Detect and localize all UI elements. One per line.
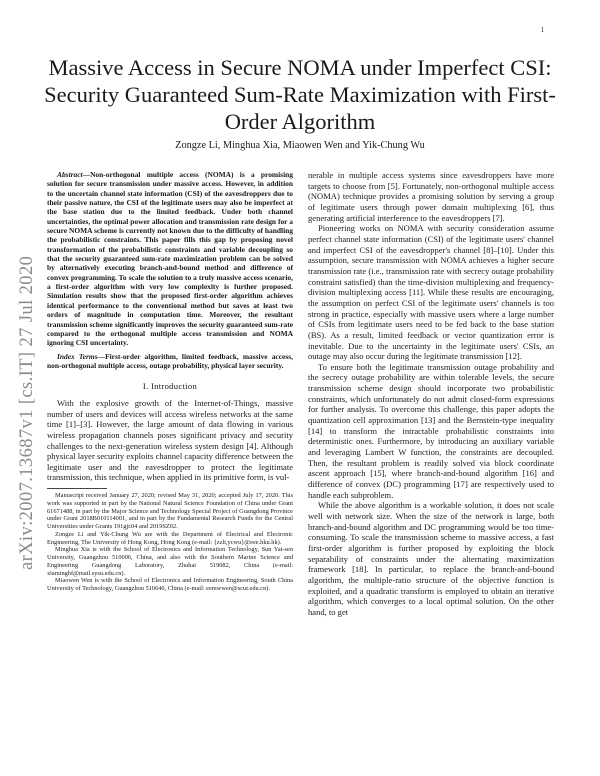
body-paragraph: nerable in multiple access systems since eavesdroppers have more targets to choose from [5]. Fortunately, non-orthogonal multiple access (NOMA) technique provides a promising solution by serving a group of legitimate users through power domain multiplexing [6], thus generating artificial interference to the eavesdroppers [7]. [308, 170, 554, 223]
arxiv-stamp [12, 180, 42, 570]
footnote-manuscript: Manuscript received January 27, 2020; revised May 31, 2020; accepted July 17, 2020. This work was supported in part by the National Natural Science Foundation of China under Grant 61671488, in part by the Major Science and Technology Special Project of Guangdong Province under Grant 2018B010114001, and in part by the Fundamental Research Funds for the Central Universities under Grants 191gjc04 and 2019SZ02. [47, 492, 293, 531]
footnote-divider [47, 488, 107, 489]
index-terms [47, 352, 293, 371]
body-paragraph: To ensure both the legitimate transmission outage probability and the secrecy outage probability are within tolerable levels, the secure transmission scheme design should incorporate two probabilistic constraints, which unfortunately do not admit closed-form expressions for further analysis. To overcome this challenge, this paper adopts the quantization cell approximation [13] and the Bernstein-type inequality [14] to transform the intractable probabilistic constraints into deterministic ones. Furthermore, by introducing an auxiliary variable and leveraging Lambert W function, the constraints are decoupled. Then, the resultant problem is readily solved via block coordinate ascent approach [15], where branch-and-bound algorithm [16] and difference of convex (DC) programming [17] are respectively used to handle each subproblem. [308, 361, 554, 500]
abstract-text: —Non-orthogonal multiple access (NOMA) is a promising solution for secure transmission under massive access. However, in addition to the uncertain channel state information (CSI) of the eavesdroppers due to their passive nature, the CSI of the legitimate users may also be imperfect at the base station due to the limited feedback. Under both channel uncertainties, the optimal power allocation and transmission rate design for a secure NOMA scheme is currently not known due to the difficulty of handling the probabilistic constraints. This paper fills this gap by proposing novel transformation of the probabilistic constraints and variable decoupling so that the security guaranteed sum-rate maximization problem can be solved by alternatively executing branch-and-bound method and difference of convex programming. To scale the solution to a truly massive access scenario, a first-order algorithm with very low complexity is further proposed. Simulation results show that the proposed first-order algorithm achieves identical performance to the conventional method but saves at least two orders of magnitude in computation time. Moreover, the resultant transmission scheme significantly improves the security guaranteed sum-rate compared to the orthogonal multiple access transmission and NOMA ignoring CSI uncertainty. [47, 170, 293, 348]
paper-title: Massive Access in Secure NOMA under Imperfect CSI: Security Guaranteed Sum-Rate Maximization with First-Order Algorithm [44, 55, 556, 134]
intro-paragraph: With the explosive growth of the Internet-of-Things, massive number of users and devices will access wireless networks at the same time [1]–[3]. However, the large amount of data flowing in various wireless propagation channels poses significant privacy and security challenges to the next-generation wireless system design [4]. Although physical layer security exploits channel capacity difference between the legitimate user and the eavesdropper to protect the legitimate transmission, this technique, when applied in its primitive form, is vul- [47, 397, 293, 483]
body-paragraph: Pioneering works on NOMA with security consideration assume perfect channel state information (CSI) of the legitimate users' channel and imperfect CSI of the eavesdropper's channel [8]–[10]. Under this assumption, secure transmission with NOMA achieves a higher secure transmission rate (i.e., transmission rate with secrecy outage probability constraint satisfied) than the time-division multiplexing and frequency-division multiplexing access [11]. While these results are encouraging, the assumption on perfect CSI of the legitimate users' channels is too strong in practice, especially with massive users where a large number of CSIs from legitimate users need to be fed back to the base station (BS). As a result, limited feedback or vector quantization error is inevitable. Due to the uncertainty in the legitimate users' CSIs, an outage may also occur during the legitimate transmission [12]. [308, 223, 554, 362]
right-column [308, 170, 554, 618]
footnote-affiliation-sysu: Minghua Xia is with the School of Electronics and Information Technology, Sun Yat-sen University, Guangzhou 510006, China, and also with the Southern Marine Science and Engineering Guangdong Laboratory, Zhuhai 519082, China (e-mail: xiaminghf@mail.sysu.edu.cn). [47, 546, 293, 577]
left-column [47, 170, 293, 593]
author-list: Zongze Li, Minghua Xia, Miaowen Wen and Yik-Chung Wu [175, 140, 425, 151]
abstract-label: Abstract [57, 170, 83, 179]
index-terms-text: —First-order algorithm, limited feedback, massive access, non-orthogonal multiple access, outage probability, physical layer security. [47, 351, 293, 370]
footnote-affiliation-scut: Miaowen Wen is with the School of Electronics and Information Engineering, South China University of Technology, Guangzhou 510640, China (e-mail: eemwwen@scut.edu.cn). [47, 577, 293, 593]
body-paragraph: While the above algorithm is a workable solution, it does not scale well with network size. When the size of the network is large, both branch-and-bound algorithm and DC programming would be too time-consuming. To scale the transmission scheme to massive access, a fast first-order algorithm is further proposed by exploiting the block separability of constraints under the alternating maximization framework [18]. In particular, to replace the branch-and-bound algorithm, the multiple-ratio structure of the objective function is exploited, and a quadratic transform is employed to obtain an iterative algorithm, which converges to a local optimal solution. On the other hand, to get [308, 500, 554, 617]
section-heading: I. Introduction [142, 381, 198, 392]
footnote-affiliation-hku: Zongze Li and Yik-Chung Wu are with the Department of Electrical and Electronic Engineering, The University of Hong Kong, Hong Kong (e-mail: {zzli,ycwu}@eee.hku.hk). [47, 530, 293, 546]
page-number: 1 [540, 26, 544, 34]
arxiv-identifier: arXiv:2007.13687v1 [cs.IT] 27 Jul 2020 [17, 255, 37, 570]
index-terms-label: Index Terms [57, 351, 98, 361]
abstract [47, 170, 293, 348]
